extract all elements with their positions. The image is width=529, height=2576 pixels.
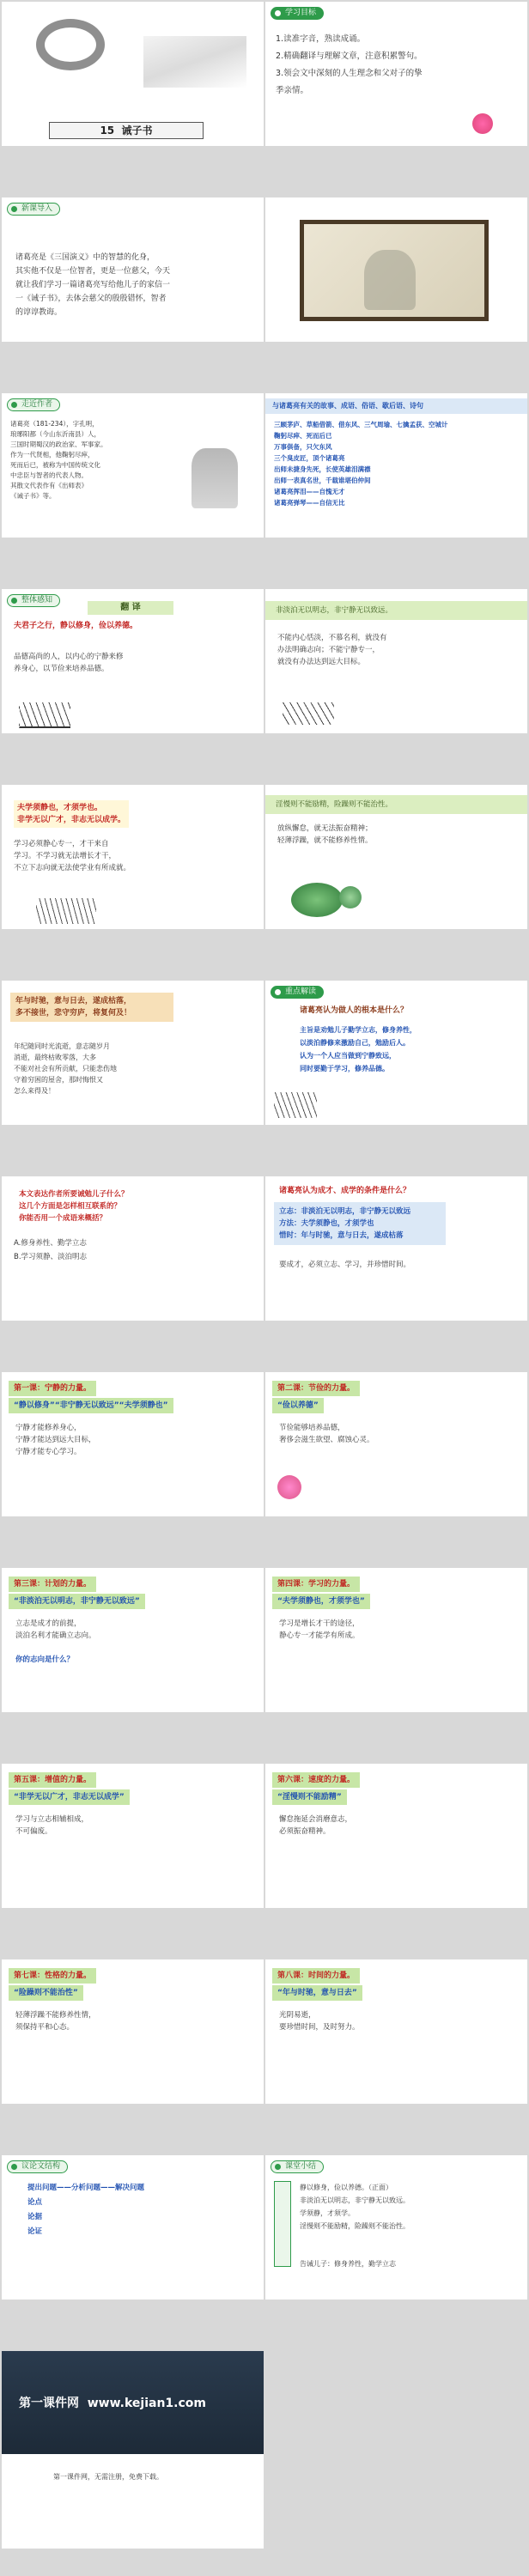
translate-banner: 翻 译: [88, 601, 173, 615]
translation-slide-5[interactable]: [2, 981, 264, 1125]
conditions-row: [279, 1218, 441, 1230]
translation-line: 放纵懈怠，就无法振奋精神；: [277, 824, 373, 833]
lesson-quote: “静以修身”“非宁静无以致远”“夫学须静也”: [9, 1398, 173, 1413]
author-line: 琅琊阳都（今山东沂南县）人，: [10, 430, 100, 438]
structure-tag: 议论文结构: [7, 2160, 68, 2173]
summary-rows: [300, 2181, 410, 2233]
translation-line: 不立下志向就无法使学业有所成就。: [14, 864, 131, 872]
key-answer-line: 以淡泊静修来激励自己，勉励后人。: [300, 1039, 410, 1047]
stories-item: 出师未捷身先死，长使英雄泪满襟: [274, 465, 371, 473]
overview-tag: 整体感知: [7, 594, 60, 607]
lotus-leaf-graphic: [339, 886, 362, 908]
lesson-title: 第一课：宁静的力量。: [9, 1381, 96, 1396]
structure-line: 论点: [27, 2198, 43, 2207]
summary-row: 非淡泊无以明志，非宁静无以致远。: [300, 2196, 410, 2204]
structure-line: 论据: [27, 2213, 43, 2221]
lesson-slide-1[interactable]: [2, 1372, 264, 1516]
lesson-text: [15, 1814, 88, 1838]
key-answer-line: 同时要勤于学习，修养品德。: [300, 1065, 389, 1072]
quote-line: 夫学须静也，才须学也。: [17, 804, 103, 812]
flower-icon: [277, 1475, 301, 1499]
author-line: 死而后已，被称为中国传统文化: [10, 461, 100, 469]
option-b[interactable]: B.学习须静、淡泊明志: [14, 1253, 88, 1261]
site-name: 第一课件网: [19, 2397, 79, 2410]
translation-text: [277, 823, 373, 847]
key-answer-line: 主旨是劝勉儿子勤学立志，修身养性，: [300, 1026, 417, 1034]
quote-line: 年与时驰，意与日去，遂成枯落，: [15, 997, 132, 1005]
structure-diagram: [27, 2181, 144, 2239]
conditions-value: 夫学须静也，才须学也: [301, 1219, 374, 1228]
author-slide[interactable]: [2, 393, 264, 538]
lesson-title: 第八课：时间的力量。: [272, 1968, 360, 1984]
translation-text: [277, 632, 387, 668]
stories-item: 三个臭皮匠，顶个诸葛亮: [274, 454, 345, 462]
lesson-text: [279, 2009, 360, 2033]
stories-item: 三顾茅庐、草船借箭、借东风、三气周瑜、七擒孟获、空城计: [274, 421, 448, 428]
stories-slide[interactable]: [265, 393, 527, 538]
key-answer-line: 认为一个人应当做到宁静致远，: [300, 1052, 396, 1060]
conditions-label: 立志：: [279, 1207, 301, 1216]
translation-line: 不能内心恬淡，不慕名利，就没有: [277, 634, 387, 642]
discussion-line: 你能否用一个成语来概括？: [19, 1214, 107, 1223]
lesson-line: 懈怠拖延会消磨意志，: [279, 1815, 353, 1824]
lesson-line: 立志是成才的前提，: [15, 1619, 82, 1628]
summary-tag: 课堂小结: [271, 2160, 324, 2173]
discussion-options: [14, 1236, 87, 1264]
translation-line: 不能对社会有所贡献，只能悲伤地: [14, 1065, 117, 1072]
author-line: 其散文代表作有《出师表》: [10, 482, 88, 489]
grass-graphic: [283, 702, 334, 725]
conditions-slide[interactable]: [265, 1176, 527, 1321]
intro-line: 其实他不仅是一位智者，更是一位慈父，今天: [15, 267, 171, 276]
stories-list: [274, 419, 448, 508]
lesson-slide-2[interactable]: [265, 1372, 527, 1516]
quote-band: 淫慢则不能励精，险躁则不能治性。: [265, 795, 527, 814]
key-question: 诸葛亮认为做人的根本是什么？: [300, 1006, 409, 1015]
flower-icon: [472, 113, 493, 134]
overview-line: 养身心，以节俭来培养品德。: [14, 665, 109, 673]
lesson-line: 轻薄浮躁不能修养性情，: [15, 2011, 96, 2020]
overview-slide[interactable]: [2, 589, 264, 733]
grass-graphic: [19, 702, 70, 728]
stories-heading: 与诸葛亮有关的故事、成语、俗语、歇后语、诗句: [265, 398, 527, 414]
intro-tag: 新课导入: [7, 203, 60, 216]
lesson-slide-4[interactable]: [265, 1568, 527, 1712]
author-portrait: [192, 448, 238, 508]
quote-line: 多不接世，悲守穷庐，将复何及！: [15, 1009, 132, 1018]
conditions-note: 要成才，必须立志、学习，并珍惜时间。: [279, 1261, 411, 1269]
author-line: 《诫子书》等。: [10, 492, 56, 500]
translation-slide-2[interactable]: [265, 589, 527, 733]
goal-item: 1.读准字音，熟读成诵。: [276, 34, 366, 44]
site-caption: 第一课件网，无需注册，免费下载。: [53, 2473, 163, 2481]
lesson-slide-6[interactable]: [265, 1764, 527, 1908]
site-banner-slide[interactable]: [2, 2351, 264, 2549]
lesson-quote: “非淡泊无以明志，非宁静无以致远”: [9, 1594, 145, 1609]
translation-text: [14, 1041, 117, 1097]
conditions-question: 诸葛亮认为成才、成学的条件是什么？: [279, 1187, 411, 1195]
lesson-title: 第二课：节俭的力量。: [272, 1381, 360, 1396]
goals-tag: 学习目标: [271, 7, 324, 20]
intro-line: 就让我们学习一篇诸葛亮写给他儿子的家信一: [15, 281, 171, 289]
lesson-line: 学习是增长才干的途径，: [279, 1619, 360, 1628]
quote-line: 非学无以广才，非志无以成学。: [17, 816, 126, 824]
intro-line: 诸葛亮是《三国演义》中的智慧的化身，: [15, 253, 155, 262]
summary-slide[interactable]: [265, 2155, 527, 2300]
discussion-question: [19, 1188, 129, 1224]
translation-text: [14, 838, 131, 874]
lesson-question: 你的志向是什么？: [15, 1656, 75, 1664]
lesson-text: [279, 1814, 352, 1838]
lesson-line: 不可偏废。: [15, 1827, 52, 1836]
lesson-slide-7[interactable]: [2, 1959, 264, 2104]
stories-item: 诸葛亮挥泪——自愧无才: [274, 488, 345, 495]
intro-slide[interactable]: [2, 197, 264, 342]
summary-row: 学须静，才须学。: [300, 2209, 355, 2217]
conditions-value: 非淡泊无以明志，非宁静无以致远: [301, 1207, 411, 1216]
portrait-painting: [300, 220, 489, 321]
lesson-line: 学习与立志相辅相成，: [15, 1815, 89, 1824]
summary-row: 静以修身，俭以养德。（正面）: [300, 2184, 392, 2191]
intro-line: 的谆谆教诲。: [15, 308, 63, 317]
quote-block: [10, 993, 173, 1022]
translation-line: 就没有办法达到远大目标。: [277, 658, 366, 666]
goal-item: 3.领会文中深刻的人生理念和父对子的挚: [276, 69, 423, 78]
quote-block: [14, 800, 129, 828]
lesson-line: 节俭能够培养品德，: [279, 1424, 345, 1432]
lesson-line: 须保持平和心态。: [15, 2023, 75, 2032]
title-slide[interactable]: [2, 2, 264, 146]
summary-bottom: 告诫儿子：修身养性，勤学立志: [300, 2260, 396, 2268]
figure-graphic: [364, 250, 416, 310]
lesson-line: 必须振奋精神。: [279, 1827, 331, 1836]
painting-slide[interactable]: [265, 197, 527, 342]
discussion-line: 这几个方面是怎样相互联系的？: [19, 1202, 122, 1211]
translation-line: 学习。不学习就无法增长才干，: [14, 852, 117, 860]
lesson-title: 第六课：速度的力量。: [272, 1772, 360, 1788]
lesson-line: 奢侈会滋生欲望、腐蚀心灵。: [279, 1436, 374, 1444]
lesson-text: [15, 1618, 96, 1642]
goals-list: [276, 31, 423, 100]
author-line: 三国时期蜀汉的政治家、军事家。: [10, 440, 107, 448]
conditions-table: [274, 1202, 446, 1245]
lesson-title: 第七课：性格的力量。: [9, 1968, 96, 1984]
translation-line: 怎么来得及！: [14, 1087, 55, 1095]
structure-line: 提出问题——分析问题——解决问题: [27, 2184, 145, 2192]
lesson-quote: “年与时驰，意与日去”: [272, 1985, 362, 2001]
option-a[interactable]: A.修身养性、勤学立志: [14, 1239, 87, 1248]
overview-quote: 夫君子之行，静以修身，俭以养德。: [14, 622, 138, 630]
translation-line: 守着穷困的屋舍，那时悔恨又: [14, 1076, 103, 1084]
lesson-quote: “非学无以广才，非志无以成学”: [9, 1789, 130, 1805]
lesson-quote: “俭以养德”: [272, 1398, 324, 1413]
translation-line: 学习必须静心专一，才干来自: [14, 840, 109, 848]
stories-item: 鞠躬尽瘁、死而后已: [274, 432, 332, 440]
site-banner: [2, 2351, 264, 2454]
discussion-slide[interactable]: [2, 1176, 264, 1321]
conditions-row: [279, 1230, 441, 1242]
lesson-line: 宁静才能修养身心，: [15, 1424, 82, 1432]
translation-slide-3[interactable]: [2, 785, 264, 929]
lesson-quote: “夫学须静也，才须学也”: [272, 1594, 370, 1609]
lesson-quote: “淫慢则不能励精”: [272, 1789, 347, 1805]
lesson-title: 第五课：增值的力量。: [9, 1772, 96, 1788]
lesson-text: [279, 1618, 360, 1642]
translation-line: 轻薄浮躁，就不能修养性情。: [277, 836, 373, 845]
key-answer: [300, 1024, 417, 1075]
author-line: 作为一代贤相，他鞠躬尽瘁，: [10, 451, 94, 459]
lesson-line: 淡泊名利才能确立志向。: [15, 1631, 96, 1640]
stories-item: 出师一表真名世，千载谁堪伯仲间: [274, 477, 371, 484]
goals-slide[interactable]: [265, 2, 527, 146]
lesson-slide-5[interactable]: [2, 1764, 264, 1908]
lotus-leaf-graphic: [291, 883, 343, 917]
goal-item: 2.精确翻译与理解文章，注意积累警句。: [276, 52, 423, 61]
conditions-label: 方法：: [279, 1219, 301, 1228]
lesson-line: 要珍惜时间，及时努力。: [279, 2023, 360, 2032]
summary-bracket: [274, 2181, 291, 2267]
overview-translation: [14, 651, 124, 675]
site-title[interactable]: [19, 2394, 206, 2411]
lesson-slide-8[interactable]: [265, 1959, 527, 2104]
lesson-line: 光阴易逝，: [279, 2011, 316, 2020]
intro-line: 一《诫子书》，去体会慈父的殷殷错怀，智者: [15, 295, 167, 303]
summary-row: 淫慢则不能励精，险躁则不能治性。: [300, 2222, 410, 2230]
conditions-label: 惜时：: [279, 1231, 301, 1240]
lesson-title: 15 诫子书: [49, 122, 204, 139]
orchid-graphic: [36, 898, 96, 924]
lesson-text: [15, 2009, 96, 2033]
key-points-tag: 重点解读: [271, 986, 324, 999]
conditions-row: [279, 1206, 441, 1218]
overview-line: 品德高尚的人，以内心的宁静来修: [14, 653, 124, 661]
lesson-text: [15, 1422, 96, 1458]
key-points-slide[interactable]: [265, 981, 527, 1125]
landscape-graphic: [143, 36, 246, 88]
goal-item: 季亲情。: [276, 86, 309, 95]
quote-band: 非淡泊无以明志，非宁静无以致远。: [265, 601, 527, 620]
orchid-graphic: [274, 1092, 317, 1118]
lesson-line: 宁静才能达到远大目标，: [15, 1436, 96, 1444]
ink-circle-graphic: [36, 19, 105, 70]
lesson-text: [279, 1422, 374, 1446]
translation-line: 办法明确志向；不能宁静专一，: [277, 646, 380, 654]
conditions-value: 年与时驰，意与日去，遂成枯落: [301, 1231, 404, 1240]
discussion-line: 本文表达作者所要诫勉儿子什么？: [19, 1190, 129, 1199]
stories-item: 诸葛亮弹琴——自信无比: [274, 499, 345, 507]
lesson-line: 静心专一才能学有所成。: [279, 1631, 360, 1640]
lesson-slide-3[interactable]: [2, 1568, 264, 1712]
author-line: 诸葛亮（181-234），字孔明，: [10, 420, 99, 428]
intro-text: [15, 251, 170, 319]
lesson-quote: “险躁则不能治性”: [9, 1985, 83, 2001]
translation-line: 年纪随同时光流逝，意志随岁月: [14, 1042, 110, 1050]
lesson-title: 第四课：学习的力量。: [272, 1577, 360, 1592]
lesson-line: 宁静才能专心学习。: [15, 1448, 82, 1456]
lesson-title: 第三课：计划的力量。: [9, 1577, 96, 1592]
structure-line: 论证: [27, 2227, 43, 2236]
translation-line: 消逝，最终枯败零落，大多: [14, 1054, 96, 1061]
author-tag: 走近作者: [7, 398, 60, 411]
stories-item: 万事俱备，只欠东风: [274, 443, 332, 451]
translation-slide-4[interactable]: [265, 785, 527, 929]
site-url[interactable]: www.kejian1.com: [87, 2397, 206, 2410]
structure-slide[interactable]: [2, 2155, 264, 2300]
author-line: 中忠臣与智者的代表人物。: [10, 471, 88, 479]
author-text: [10, 419, 182, 501]
